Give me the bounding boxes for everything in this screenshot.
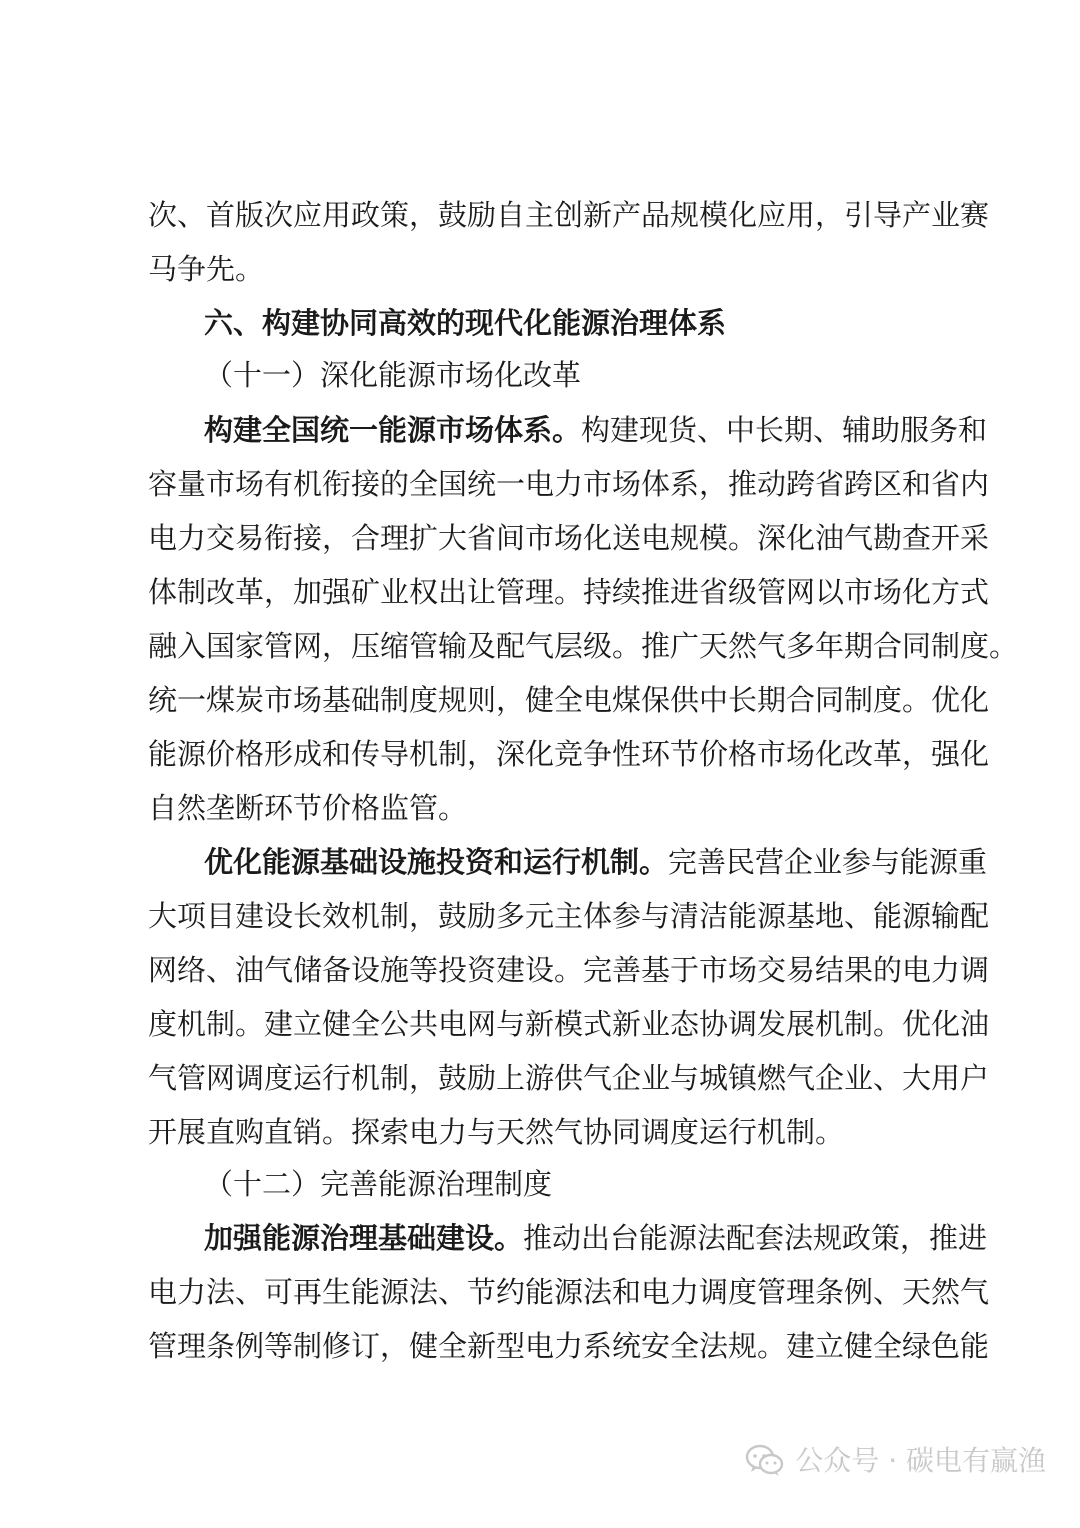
paragraph-lead: 优化能源基础设施投资和运行机制。 xyxy=(204,845,669,879)
watermark xyxy=(745,1441,1046,1481)
paragraph-line: 加强能源治理基础建设。推动出台能源法配套法规政策，推进 xyxy=(204,1221,988,1255)
paragraph-lead: 构建全国统一能源市场体系。 xyxy=(204,413,582,447)
paragraph-line: 次、首版次应用政策，鼓励自主创新产品规模化应用，引导产业赛 xyxy=(148,198,990,232)
paragraph-line: 体制改革，加强矿业权出让管理。持续推进省级管网以市场化方式 xyxy=(148,575,990,609)
paragraph-line: 电力交易衔接，合理扩大省间市场化送电规模。深化油气勘查开采 xyxy=(148,521,990,555)
paragraph-line: 优化能源基础设施投资和运行机制。完善民营企业参与能源重 xyxy=(204,845,988,879)
paragraph-line: 自然垄断环节价格监管。 xyxy=(148,791,468,825)
paragraph-line: 开展直购直销。探索电力与天然气协同调度运行机制。 xyxy=(148,1115,845,1149)
paragraph-line: 能源价格形成和传导机制，深化竞争性环节价格市场化改革，强化 xyxy=(148,737,990,771)
paragraph-line: 管理条例等制修订，健全新型电力系统安全法规。建立健全绿色能 xyxy=(148,1329,990,1363)
paragraph-line: 网络、油气储备设施等投资建设。完善基于市场交易结果的电力调 xyxy=(148,953,990,987)
subsection-heading: （十二）完善能源治理制度 xyxy=(204,1167,553,1201)
section-heading: 六、构建协同高效的现代化能源治理体系 xyxy=(204,306,727,340)
subsection-heading: （十一）深化能源市场化改革 xyxy=(204,358,582,392)
wechat-icon xyxy=(745,1444,785,1478)
paragraph-line: 电力法、可再生能源法、节约能源法和电力调度管理条例、天然气 xyxy=(148,1275,990,1309)
paragraph-lead: 加强能源治理基础建设。 xyxy=(204,1221,524,1255)
paragraph-line: 融入国家管网，压缩管输及配气层级。推广天然气多年期合同制度。 xyxy=(148,629,1019,663)
paragraph-line: 马争先。 xyxy=(148,252,265,286)
paragraph-line: 容量市场有机衔接的全国统一电力市场体系，推动跨省跨区和省内 xyxy=(148,467,990,501)
paragraph-line: 构建全国统一能源市场体系。构建现货、中长期、辅助服务和 xyxy=(204,413,988,447)
paragraph-line: 统一煤炭市场基础制度规则，健全电煤保供中长期合同制度。优化 xyxy=(148,683,990,717)
watermark-text: 公众号 · 碳电有赢渔 xyxy=(795,1444,1046,1477)
paragraph-line: 大项目建设长效机制，鼓励多元主体参与清洁能源基地、能源输配 xyxy=(148,899,990,933)
paragraph-line: 度机制。建立健全公共电网与新模式新业态协调发展机制。优化油 xyxy=(148,1007,990,1041)
paragraph-line: 气管网调度运行机制，鼓励上游供气企业与城镇燃气企业、大用户 xyxy=(148,1061,990,1095)
